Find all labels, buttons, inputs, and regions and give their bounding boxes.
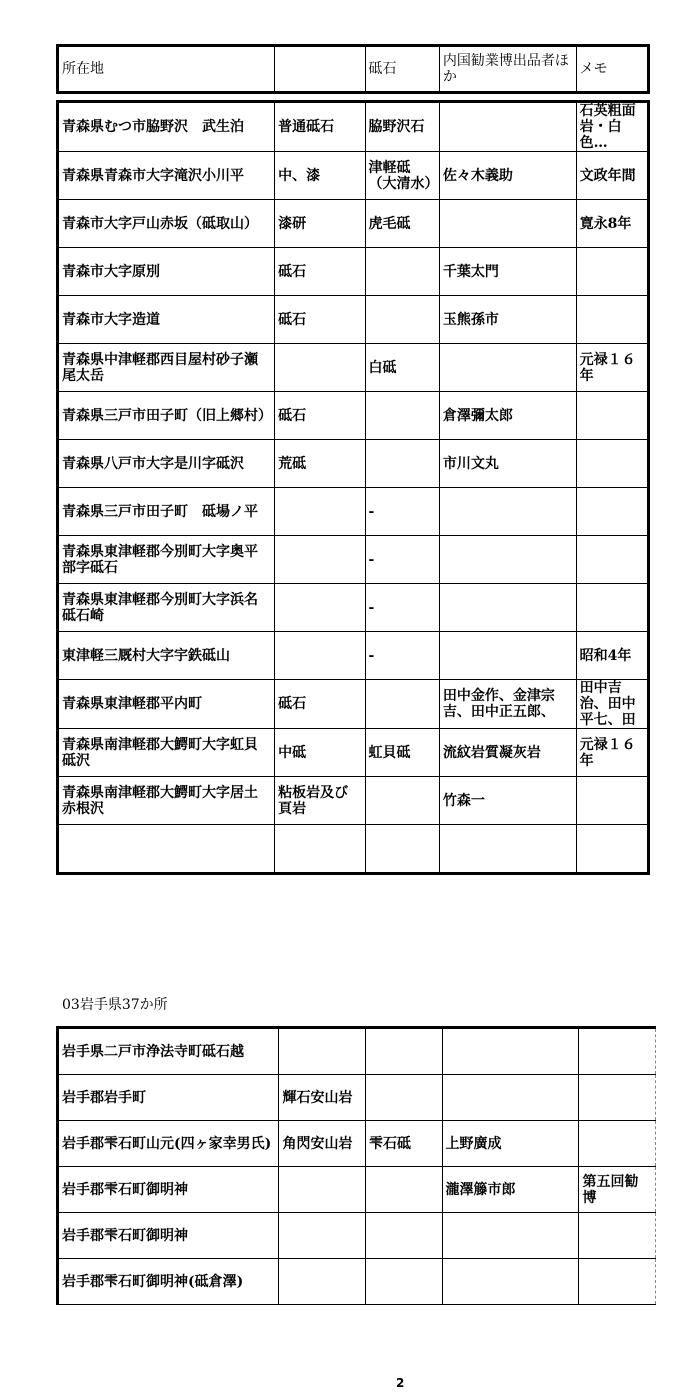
table-cell	[576, 248, 648, 296]
table-row	[58, 296, 649, 344]
table-cell: 青森県青森市大字滝沢小川平	[58, 152, 275, 200]
table-cell: 岩手郡岩手町	[58, 1075, 279, 1121]
table-cell	[576, 777, 648, 825]
table-cell: -	[365, 584, 439, 632]
table-cell: 寛永8年	[576, 200, 648, 248]
table-cell	[442, 1028, 579, 1075]
table-row	[58, 536, 649, 584]
header-cell-memo: メモ	[576, 46, 648, 93]
table-cell: 白砥	[365, 344, 439, 392]
header-cell-exhibitor: 内国勧業博出品者ほか	[439, 46, 576, 93]
table-row	[58, 102, 649, 152]
table-cell: 倉澤彌太郎	[439, 392, 576, 440]
table-cell: 荒砥	[275, 440, 365, 488]
table-cell: 青森市大字原別	[58, 248, 275, 296]
table-row	[58, 152, 649, 200]
table-cell: 角閃安山岩	[279, 1121, 366, 1167]
table-row	[58, 1259, 656, 1305]
table-row	[58, 248, 649, 296]
table-cell: 岩手郡雫石町御明神	[58, 1167, 279, 1213]
table-cell: 流紋岩質凝灰岩	[439, 729, 576, 777]
table-cell	[365, 680, 439, 729]
header-cell-location: 所在地	[58, 46, 275, 93]
table-cell	[366, 1213, 443, 1259]
table-cell: 岩手県二戸市浄法寺町砥石越	[58, 1028, 279, 1075]
table-cell	[279, 1028, 366, 1075]
table-cell: 砥石	[275, 680, 365, 729]
header-table	[56, 44, 650, 94]
table-cell: 青森県東津軽郡今別町大字奥平部字砥石	[58, 536, 275, 584]
table-cell	[275, 536, 365, 584]
table-cell: 岩手郡雫石町山元(四ヶ家幸男氏)	[58, 1121, 279, 1167]
table-cell: 第五回勧博	[579, 1167, 656, 1213]
table-cell: 青森県南津軽郡大鰐町大字虹貝砥沢	[58, 729, 275, 777]
table-cell	[365, 777, 439, 825]
table-row	[58, 392, 649, 440]
section-title: 03岩手県37か所	[62, 997, 168, 1013]
table-cell: 上野廣成	[442, 1121, 579, 1167]
table-cell: 青森県東津軽郡平内町	[58, 680, 275, 729]
table-cell: -	[365, 632, 439, 680]
table-cell	[439, 825, 576, 874]
table-cell: 砥石	[275, 296, 365, 344]
table-cell	[275, 584, 365, 632]
table-cell: 岩手郡雫石町御明神	[58, 1213, 279, 1259]
table-cell	[279, 1213, 366, 1259]
table-cell: 虹貝砥	[365, 729, 439, 777]
table-cell	[579, 1121, 656, 1167]
header-cell-whetstone: 砥石	[365, 46, 439, 93]
header-cell-type	[275, 46, 365, 93]
table-row	[58, 584, 649, 632]
table-cell	[576, 825, 648, 874]
table-cell: 雫石砥	[366, 1121, 443, 1167]
table-row	[58, 632, 649, 680]
table-cell: 元禄１６年	[576, 344, 648, 392]
table-cell	[365, 392, 439, 440]
table-cell	[439, 344, 576, 392]
table-cell: 虎毛砥	[365, 200, 439, 248]
table-row	[58, 777, 649, 825]
table-cell: 普通砥石	[275, 102, 365, 152]
table-cell: 玉熊孫市	[439, 296, 576, 344]
table-cell: 中、漆	[275, 152, 365, 200]
table-cell	[279, 1259, 366, 1305]
table-cell	[576, 584, 648, 632]
table-row	[58, 440, 649, 488]
table-cell: 青森県三戸市田子町（旧上郷村）	[58, 392, 275, 440]
table-cell	[579, 1075, 656, 1121]
table-cell: 田中吉治、田中平七、田	[576, 680, 648, 729]
table-cell	[576, 536, 648, 584]
table-cell	[442, 1213, 579, 1259]
aomori-table	[56, 100, 650, 875]
table-cell	[439, 536, 576, 584]
table-cell	[439, 102, 576, 152]
table-cell: 砥石	[275, 392, 365, 440]
table-cell	[365, 296, 439, 344]
table-cell: 元禄１６年	[576, 729, 648, 777]
table-cell: 青森市大字造道	[58, 296, 275, 344]
table-cell	[442, 1075, 579, 1121]
table-cell	[579, 1259, 656, 1305]
table-cell: 文政年間	[576, 152, 648, 200]
table-row	[58, 729, 649, 777]
table-row	[58, 1075, 656, 1121]
table-cell: 青森市大字戸山赤坂（砥取山）	[58, 200, 275, 248]
table-cell	[579, 1028, 656, 1075]
table-row	[58, 1028, 656, 1075]
table-cell	[576, 440, 648, 488]
table-row	[58, 488, 649, 536]
table-cell: 漆研	[275, 200, 365, 248]
table-cell: 粘板岩及び頁岩	[275, 777, 365, 825]
table-cell: 中砥	[275, 729, 365, 777]
table-cell	[442, 1259, 579, 1305]
table-cell	[366, 1167, 443, 1213]
table-row	[58, 825, 649, 874]
table-cell: 瀧澤籐市郎	[442, 1167, 579, 1213]
table-cell	[439, 488, 576, 536]
table-row	[58, 1121, 656, 1167]
table-cell: 昭和4年	[576, 632, 648, 680]
table-cell: 津軽砥（大清水）	[365, 152, 439, 200]
header-row	[58, 46, 649, 93]
table-cell	[365, 440, 439, 488]
table-cell: 脇野沢石	[365, 102, 439, 152]
table-row	[58, 1167, 656, 1213]
table-cell	[366, 1075, 443, 1121]
table-cell	[279, 1167, 366, 1213]
table-cell	[439, 200, 576, 248]
table-row	[58, 1213, 656, 1259]
table-cell	[365, 248, 439, 296]
table-cell: -	[365, 488, 439, 536]
table-cell	[576, 392, 648, 440]
table-cell: 青森県むつ市脇野沢 武生泊	[58, 102, 275, 152]
table-cell: 千葉太門	[439, 248, 576, 296]
table-cell	[365, 825, 439, 874]
table-cell: 青森県八戸市大字是川字砥沢	[58, 440, 275, 488]
table-cell: 田中金作、金津宗吉、田中正五郎、	[439, 680, 576, 729]
table-cell: 輝石安山岩	[279, 1075, 366, 1121]
table-cell: 青森県南津軽郡大鰐町大字居土赤根沢	[58, 777, 275, 825]
table-cell: 青森県中津軽郡西目屋村砂子瀬尾太岳	[58, 344, 275, 392]
table-cell: 石英粗面岩・白色…	[576, 102, 648, 152]
table-cell	[439, 584, 576, 632]
table-cell	[576, 296, 648, 344]
table-cell: 青森県東津軽郡今別町大字浜名 砥石崎	[58, 584, 275, 632]
page-number: 2	[396, 1376, 405, 1390]
table-cell: -	[365, 536, 439, 584]
table-row	[58, 344, 649, 392]
table-cell: 市川文丸	[439, 440, 576, 488]
table-cell: 佐々木義助	[439, 152, 576, 200]
table-cell: 青森県三戸市田子町 砥場ノ平	[58, 488, 275, 536]
table-cell: 砥石	[275, 248, 365, 296]
table-cell	[275, 825, 365, 874]
table-cell	[579, 1213, 656, 1259]
table-row	[58, 200, 649, 248]
table-cell	[275, 632, 365, 680]
table-row	[58, 680, 649, 729]
table-cell	[275, 488, 365, 536]
table-cell	[275, 344, 365, 392]
table-cell	[439, 632, 576, 680]
table-cell: 東津軽三厩村大字宇鉄砥山	[58, 632, 275, 680]
table-cell: 岩手郡雫石町御明神(砥倉澤)	[58, 1259, 279, 1305]
iwate-table	[56, 1026, 656, 1305]
table-cell	[366, 1028, 443, 1075]
table-cell	[58, 825, 275, 874]
table-cell	[366, 1259, 443, 1305]
table-cell	[576, 488, 648, 536]
table-cell: 竹森一	[439, 777, 576, 825]
